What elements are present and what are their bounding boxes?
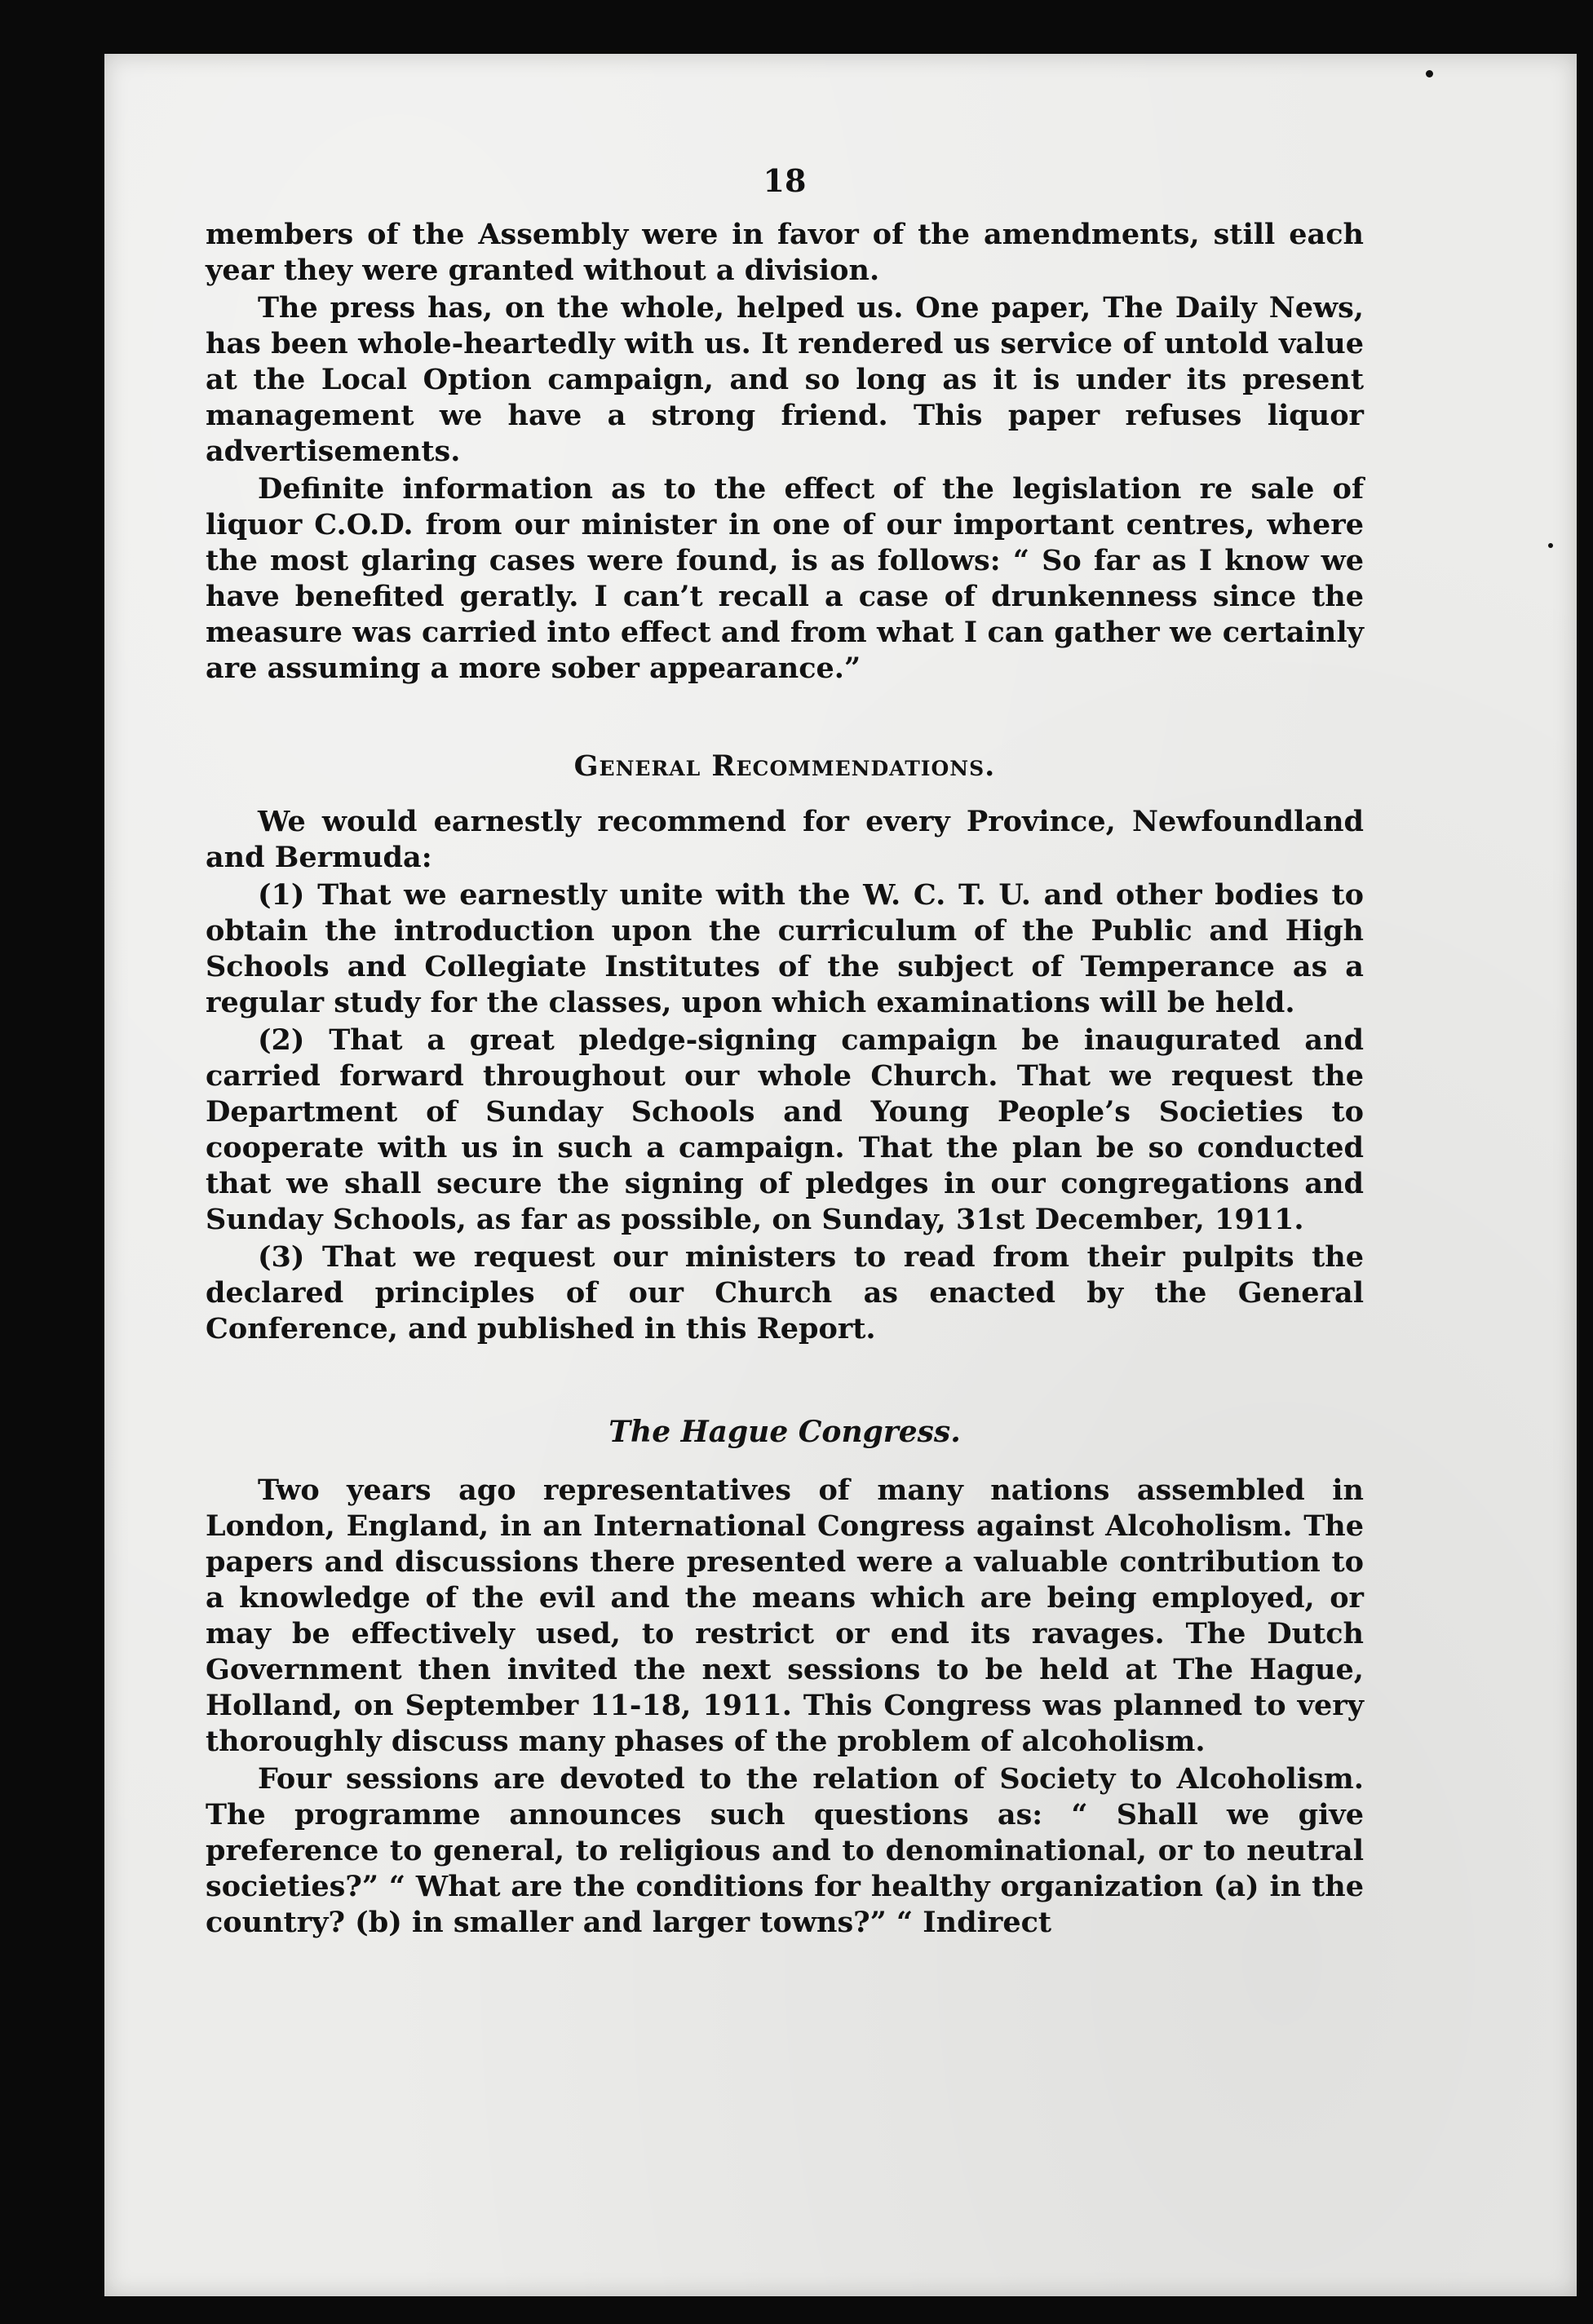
recommendation-item: (3) That we request our ministers to read from their pulpits the declared principles of our Church as enacted by the General Conference, and published in this Report. bbox=[206, 1240, 1364, 1345]
body-paragraph: Two years ago representatives of many nations assembled in London, England, in an International Congress against Alcoholism. The papers and discussions there presented were a valuable contribution to a knowledge of the evil and the means which are being employed, or may be effectively used, to restrict or end its ravages. The Dutch Government then invited the next sessions to be held at The Hague, Holland, on September 11-18, 1911. This Congress was planned to very thoroughly discuss many phases of the problem of alcoholism. bbox=[206, 1473, 1364, 1758]
body-paragraph: Four sessions are devoted to the relation of Society to Alcoholism. The programme announces such questions as: “ Shall we give preference to general, to religious and to denominational, or to neutral societies?” “ What are the conditions for healthy organization (a) in the country? (b) in smaller and larger towns?” “ Indirect bbox=[206, 1762, 1364, 1939]
body-paragraph: members of the Assembly were in favor of the amendments, still each year they were granted without a division. bbox=[206, 218, 1364, 287]
body-paragraph: Definite information as to the effect of the legislation re sale of liquor C.O.D. from our minister in one of our important centres, where the most glaring cases were found, is as follows: “ So far as I know we have benefited geratly. I can’t recall a case of drunkenness since the measure was carried into effect and from what I can gather we certainly are assuming a more sober appearance.” bbox=[206, 472, 1364, 685]
section-heading: General Recommendations. bbox=[573, 749, 996, 783]
scan-speck bbox=[1548, 543, 1553, 548]
scan-speck bbox=[1426, 70, 1433, 77]
recommendation-item: (1) That we earnestly unite with the W. C. T. U. and other bodies to obtain the introduction upon the curriculum of the Public and High Schools and Collegiate Institutes of the subject of Temperance as a regular study for the classes, upon which examinations will be held. bbox=[206, 878, 1364, 1019]
body-paragraph: We would earnestly recommend for every Province, Newfoundland and Bermuda: bbox=[206, 805, 1364, 874]
recommendation-item: (2) That a great pledge-signing campaign be inaugurated and carried forward throughout our whole Church. That we request the Department of Sunday Schools and Young People’s Societies to cooperate with us in such a campaign. That the plan be so conducted that we shall secure the signing of pledges in our congregations and Sunday Schools, as far as possible, on Sunday, 31st December, 1911. bbox=[206, 1023, 1364, 1236]
page-number: 18 bbox=[763, 162, 807, 199]
section-heading: The Hague Congress. bbox=[608, 1415, 961, 1449]
page-text bbox=[206, 163, 1364, 1942]
body-paragraph: The press has, on the whole, helped us. One paper, The Daily News, has been whole-heartedly with us. It rendered us service of untold value at the Local Option campaign, and so long as it is under its present management we have a strong friend. This paper refuses liquor advertisements. bbox=[206, 291, 1364, 468]
